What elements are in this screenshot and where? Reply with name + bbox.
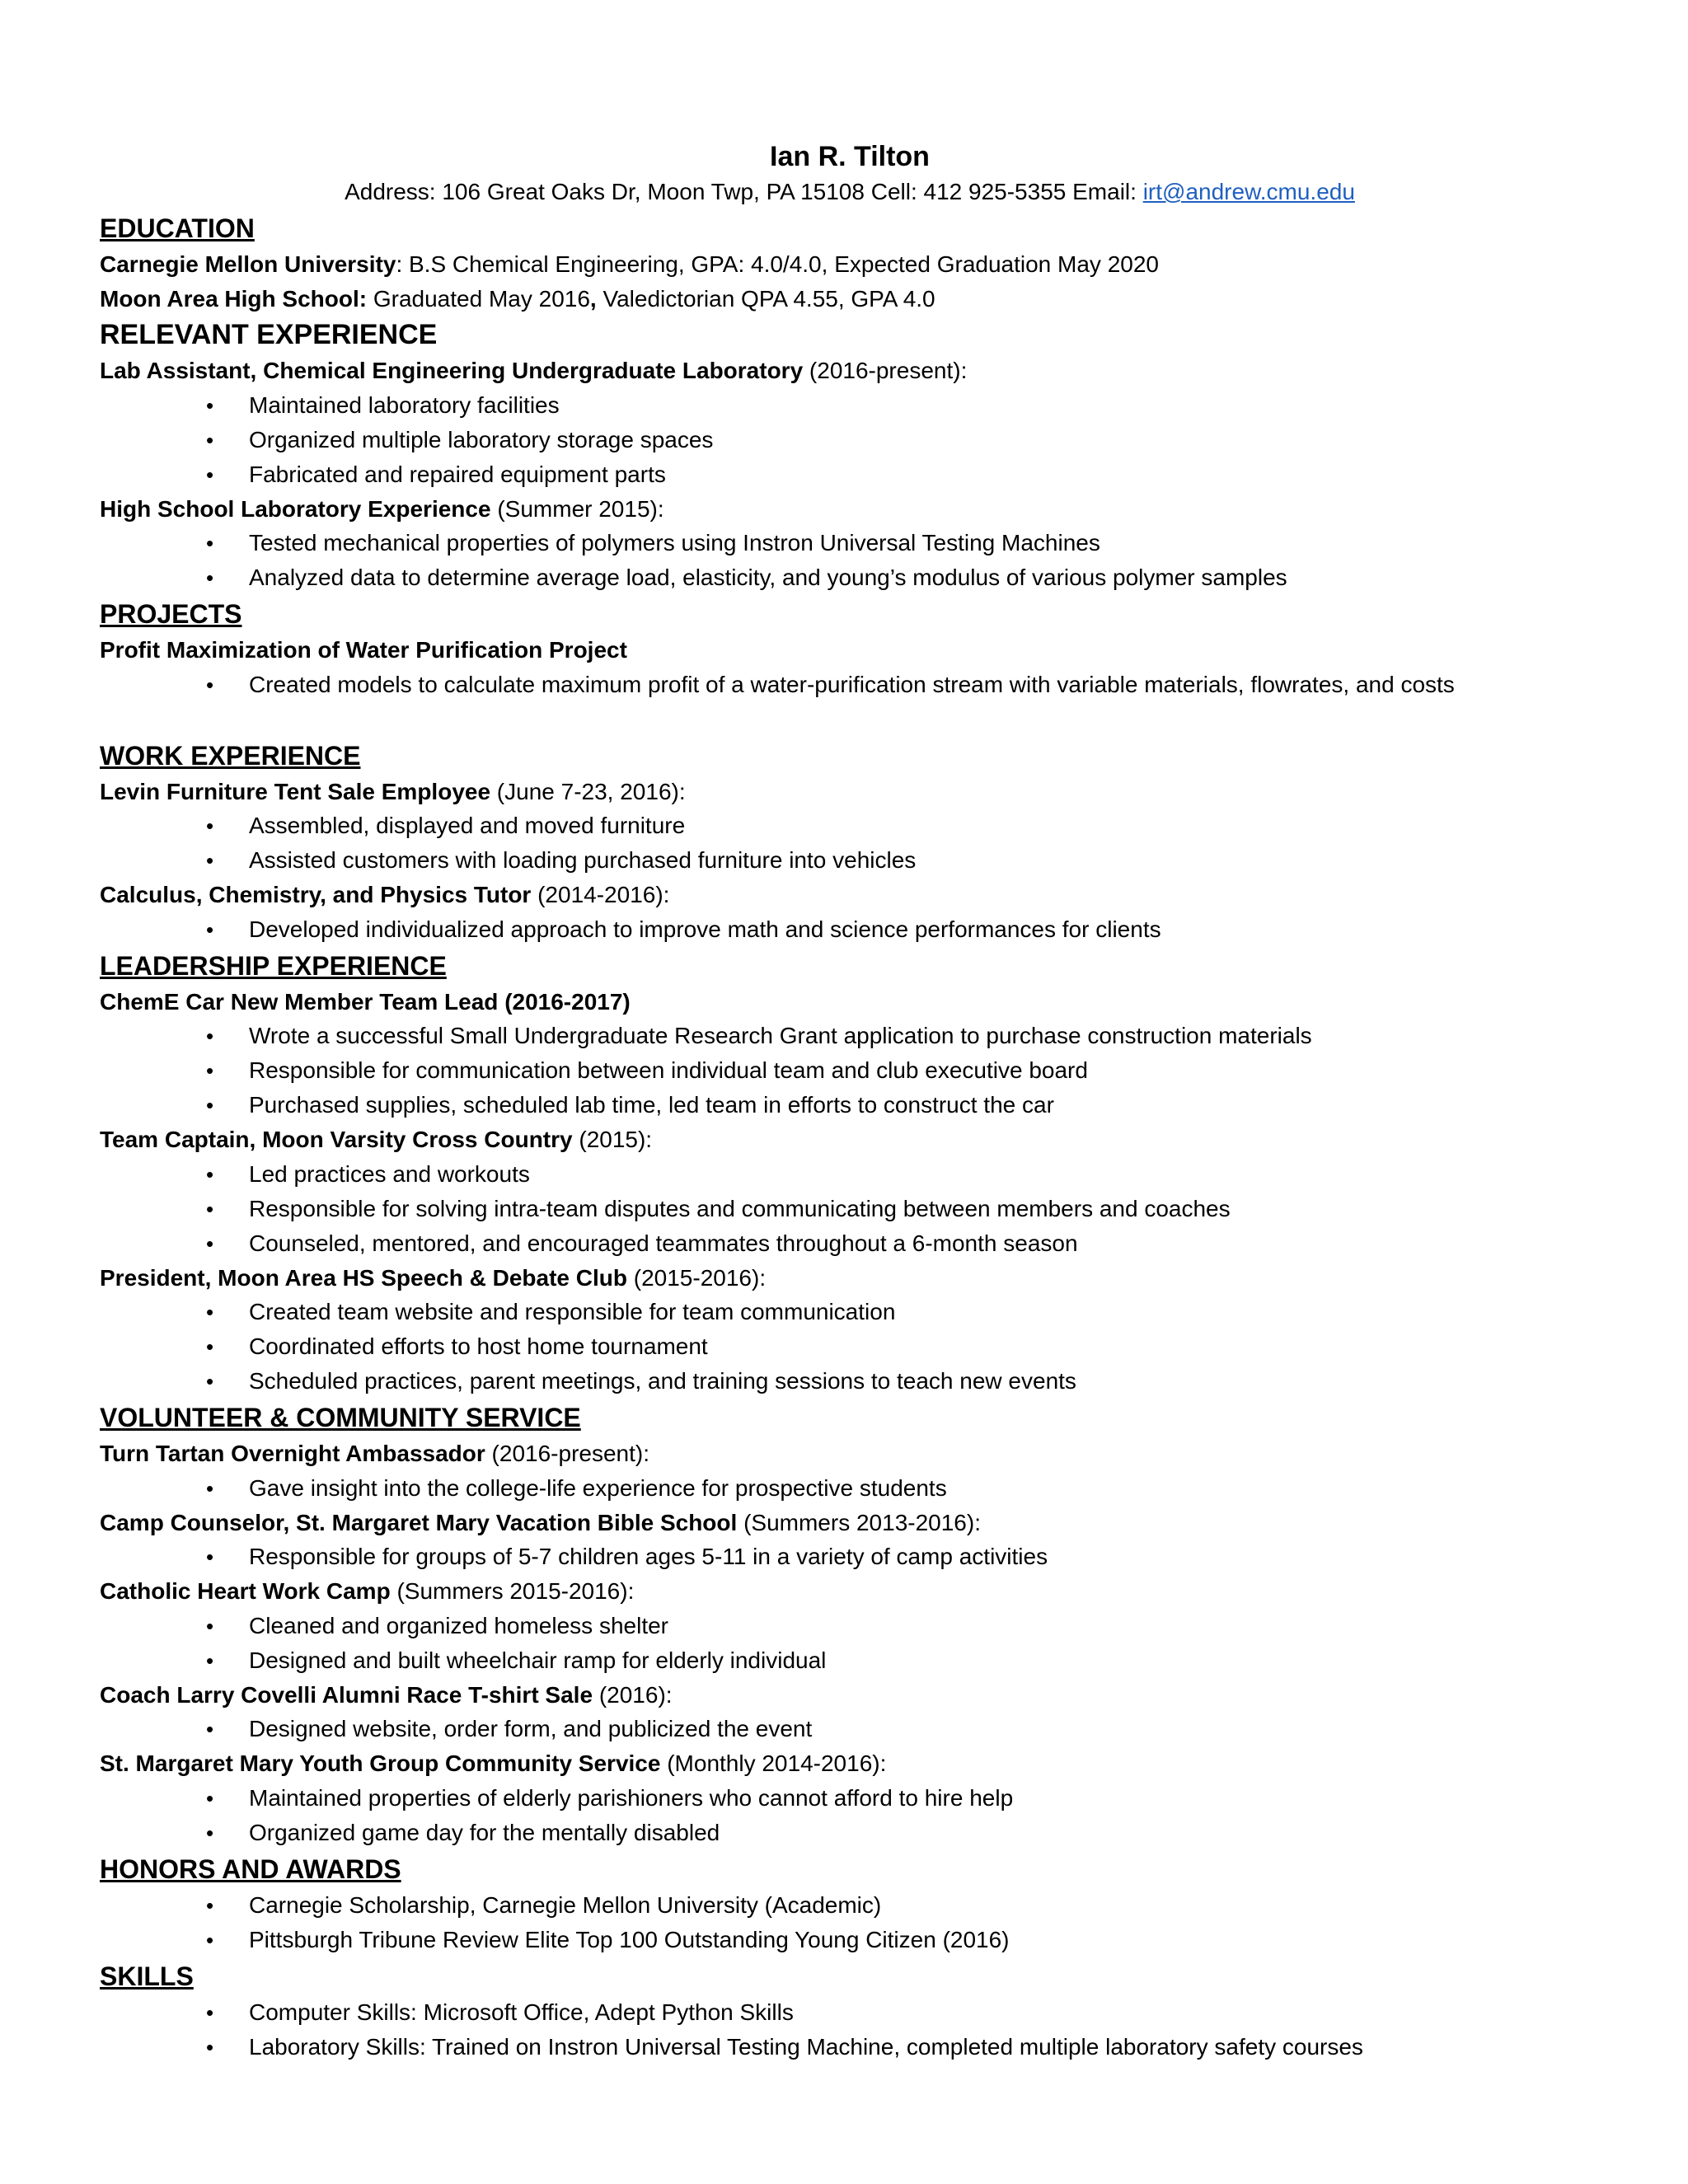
list-item: [100, 1995, 1600, 2030]
list-item: [100, 1053, 1600, 1088]
bullet-icon: •: [206, 1300, 214, 1324]
comma: ,: [589, 285, 597, 312]
section-title-skills: SKILLS: [100, 1961, 194, 1991]
entry-heading: [100, 1261, 1600, 1296]
bullet-text: Analyzed data to determine average load, elasticity, and young’s modulus of various polymer samples: [249, 565, 1287, 590]
bullet-icon: •: [206, 672, 214, 697]
bullet-text: Led practices and workouts: [249, 1160, 530, 1187]
list-item: [100, 912, 1600, 947]
email-link[interactable]: irt@andrew.cmu.edu: [1142, 179, 1355, 204]
list-item: [100, 1471, 1600, 1506]
bullet-icon: •: [206, 2034, 214, 2060]
list-item: [100, 1643, 1600, 1678]
entry-title: President, Moon Area HS Speech & Debate Club: [100, 1264, 627, 1291]
list-item: [100, 1888, 1600, 1923]
entry-title: ChemE Car New Member Team Lead (2016-2017): [100, 988, 631, 1015]
entry-heading: [100, 1678, 1600, 1713]
bullet-icon: •: [206, 1024, 214, 1048]
entry-dates: (2016-present):: [485, 1441, 649, 1466]
school-details: Graduated May 2016: [367, 285, 590, 312]
list-item: [100, 1781, 1600, 1816]
school-name: Carnegie Mellon University: [100, 251, 396, 277]
list-item: [100, 1088, 1600, 1122]
section-title-work: WORK EXPERIENCE: [100, 740, 361, 771]
list-item: [100, 1364, 1600, 1399]
entry-heading: [100, 985, 1600, 1019]
list-item: [100, 1192, 1600, 1226]
entry-heading: [100, 1506, 1600, 1540]
entry-dates: (Summer 2015):: [490, 495, 664, 522]
bullet-icon: •: [206, 1927, 214, 1952]
bullet-icon: •: [206, 462, 214, 487]
bullet-icon: •: [206, 1785, 214, 1811]
entry-dates: (2014-2016):: [531, 882, 670, 907]
school-name: Moon Area High School:: [100, 285, 368, 312]
entry-heading: [100, 878, 1600, 912]
applicant-name: Ian R. Tilton: [770, 141, 930, 172]
bullet-icon: •: [206, 392, 214, 418]
entry-heading: [100, 492, 1600, 527]
entry-dates: (Monthly 2014-2016):: [660, 1750, 887, 1776]
bullet-text: Coordinated efforts to host home tournament: [249, 1333, 708, 1359]
bullet-text: Created team website and responsible for team communication: [249, 1299, 896, 1324]
bullet-icon: •: [206, 916, 214, 942]
bullet-icon: •: [206, 1230, 214, 1256]
entry-dates: (2015):: [572, 1127, 653, 1152]
bullet-text: Assisted customers with loading purchased furniture into vehicles: [249, 847, 917, 873]
entry-heading: [100, 1574, 1600, 1609]
bullet-text: Maintained laboratory facilities: [249, 391, 560, 418]
contact-line: [100, 175, 1600, 209]
list-item: [100, 1019, 1600, 1053]
entry-title: Team Captain, Moon Varsity Cross Country: [100, 1127, 573, 1152]
section-title-projects: PROJECTS: [100, 599, 242, 629]
bullet-icon: •: [206, 848, 214, 873]
bullet-icon: •: [206, 1475, 214, 1501]
bullet-text: Scheduled practices, parent meetings, and training sessions to teach new events: [249, 1368, 1076, 1394]
bullet-text: Created models to calculate maximum profit of a water-purification stream with variable materials, flowrates, and costs: [249, 671, 1455, 697]
bullet-text: Assembled, displayed and moved furniture: [249, 813, 686, 838]
bullet-text: Cleaned and organized homeless shelter: [249, 1612, 668, 1638]
section-title-volunteer: VOLUNTEER & COMMUNITY SERVICE: [100, 1403, 581, 1432]
bullet-text: Counseled, mentored, and encouraged teammates throughout a 6-month season: [249, 1230, 1078, 1256]
bullet-icon: •: [206, 1999, 214, 2025]
list-item: [100, 526, 1600, 560]
education-cmu: [100, 247, 1600, 282]
list-item: [100, 457, 1600, 492]
contact-text: Address: 106 Great Oaks Dr, Moon Twp, PA 15108 Cell: 412 925-5355 Email:: [345, 179, 1143, 204]
bullet-text: Wrote a successful Small Undergraduate Research Grant application to purchase construction materials: [249, 1023, 1312, 1048]
list-item: [100, 1540, 1600, 1574]
section-title-education: EDUCATION: [100, 213, 255, 243]
list-item: [100, 808, 1600, 843]
bullet-text: Developed individualized approach to improve math and science performances for clients: [249, 916, 1161, 942]
list-item: [100, 1816, 1600, 1850]
entry-heading: [100, 1122, 1600, 1157]
list-item: [100, 388, 1600, 423]
entry-heading: [100, 633, 1600, 668]
bullet-text: Fabricated and repaired equipment parts: [249, 461, 666, 487]
entry-title: Lab Assistant, Chemical Engineering Undergraduate Laboratory: [100, 358, 804, 383]
bullet-text: Carnegie Scholarship, Carnegie Mellon University (Academic): [249, 1891, 882, 1918]
list-item: [100, 423, 1600, 457]
list-item: [100, 2030, 1600, 2064]
bullet-text: Computer Skills: Microsoft Office, Adept Python Skills: [249, 1999, 794, 2025]
entry-title: Camp Counselor, St. Margaret Mary Vacation Bible School: [100, 1509, 738, 1535]
bullet-text: Purchased supplies, scheduled lab time, led team in efforts to construct the car: [249, 1092, 1054, 1118]
bullet-icon: •: [206, 1647, 214, 1673]
bullet-text: Responsible for communication between individual team and club executive board: [249, 1057, 1088, 1083]
bullet-text: Organized game day for the mentally disabled: [249, 1819, 720, 1845]
entry-title: Calculus, Chemistry, and Physics Tutor: [100, 882, 532, 907]
entry-title: Profit Maximization of Water Purification Project: [100, 637, 627, 663]
bullet-text: Designed and built wheelchair ramp for elderly individual: [249, 1647, 827, 1673]
list-item: [100, 560, 1600, 595]
entry-heading: [100, 775, 1600, 809]
bullet-icon: •: [206, 1058, 214, 1083]
bullet-icon: •: [206, 1161, 214, 1187]
school-details: : B.S Chemical Engineering, GPA: 4.0/4.0, Expected Graduation May 2020: [396, 251, 1159, 277]
bullet-icon: •: [206, 1196, 214, 1221]
entry-dates: (2016):: [593, 1681, 673, 1708]
list-item: [100, 1712, 1600, 1746]
bullet-icon: •: [206, 1544, 214, 1569]
section-title-relevant: RELEVANT EXPERIENCE: [100, 319, 438, 350]
list-item: [100, 1329, 1600, 1364]
entry-dates: (Summers 2015-2016):: [390, 1578, 635, 1604]
entry-dates: (2015-2016):: [626, 1264, 767, 1291]
bullet-icon: •: [206, 565, 214, 590]
entry-title: High School Laboratory Experience: [100, 495, 491, 522]
list-item: [100, 1295, 1600, 1329]
bullet-text: Gave insight into the college-life experience for prospective students: [249, 1474, 947, 1501]
bullet-text: Organized multiple laboratory storage spaces: [249, 426, 714, 452]
resume-page: [100, 0, 1600, 2064]
entry-heading: [100, 1746, 1600, 1781]
bullet-icon: •: [206, 1820, 214, 1845]
entry-dates: (2016-present):: [803, 358, 968, 383]
bullet-text: Responsible for groups of 5-7 children ages 5-11 in a variety of camp activities: [249, 1544, 1048, 1569]
list-item: [100, 1226, 1600, 1261]
section-title-honors: HONORS AND AWARDS: [100, 1854, 401, 1884]
list-item: [100, 1609, 1600, 1643]
list-item: [100, 1157, 1600, 1192]
entry-title: Catholic Heart Work Camp: [100, 1578, 391, 1604]
bullet-icon: •: [206, 1717, 214, 1741]
entry-dates: (June 7-23, 2016):: [490, 778, 686, 804]
entry-title: St. Margaret Mary Youth Group Community Service: [100, 1750, 661, 1776]
bullet-icon: •: [206, 813, 214, 838]
bullet-text: Designed website, order form, and publicized the event: [249, 1716, 813, 1741]
bullet-icon: •: [206, 427, 214, 452]
entry-title: Levin Furniture Tent Sale Employee: [100, 778, 491, 804]
list-item: [100, 843, 1600, 878]
bullet-icon: •: [206, 1613, 214, 1638]
bullet-text: Maintained properties of elderly parishioners who cannot afford to hire help: [249, 1784, 1014, 1811]
entry-title: Turn Tartan Overnight Ambassador: [100, 1441, 485, 1466]
bullet-icon: •: [206, 1369, 214, 1394]
school-honors: Valedictorian QPA 4.55, GPA 4.0: [596, 285, 935, 312]
bullet-text: Laboratory Skills: Trained on Instron Universal Testing Machine, completed multiple laboratory safety courses: [249, 2033, 1363, 2060]
entry-title: Coach Larry Covelli Alumni Race T-shirt Sale: [100, 1681, 593, 1708]
entry-heading: [100, 1436, 1600, 1471]
entry-heading: [100, 354, 1600, 388]
section-title-leadership: LEADERSHIP EXPERIENCE: [100, 950, 447, 981]
entry-dates: (Summers 2013-2016):: [737, 1509, 981, 1535]
bullet-icon: •: [206, 531, 214, 555]
list-item: [100, 1923, 1600, 1957]
bullet-icon: •: [206, 1334, 214, 1359]
education-moon: [100, 282, 1600, 316]
bullet-text: Responsible for solving intra-team disputes and communicating between members and coaches: [249, 1195, 1231, 1221]
list-item: [100, 668, 1634, 737]
bullet-icon: •: [206, 1892, 214, 1918]
bullet-icon: •: [206, 1093, 214, 1118]
bullet-text: Pittsburgh Tribune Review Elite Top 100 Outstanding Young Citizen (2016): [249, 1926, 1010, 1952]
bullet-text: Tested mechanical properties of polymers using Instron Universal Testing Machines: [249, 530, 1100, 555]
